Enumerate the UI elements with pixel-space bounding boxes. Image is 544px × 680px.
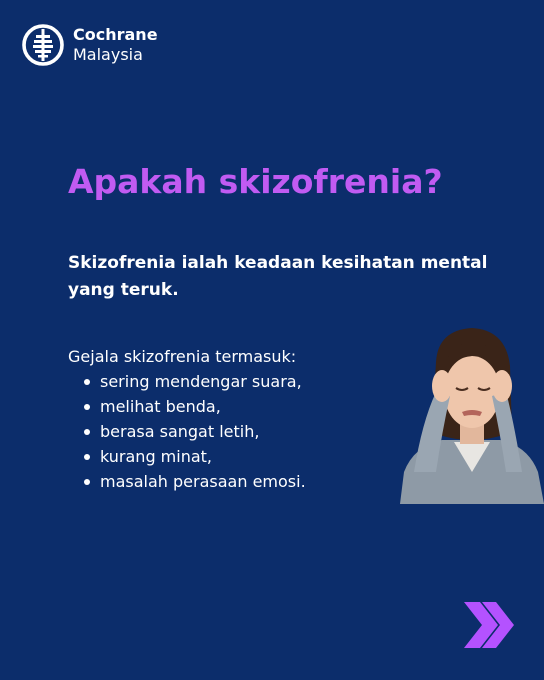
page-title: Apakah skizofrenia? xyxy=(68,162,443,201)
lead-statement: Skizofrenia ialah keadaan kesihatan mental yang teruk. xyxy=(68,253,488,300)
brand-name-line1: Cochrane xyxy=(73,25,158,44)
double-chevron-right-icon[interactable] xyxy=(462,598,516,652)
cochrane-logo-icon xyxy=(22,24,64,66)
list-item: berasa sangat letih, xyxy=(100,419,388,444)
brand xyxy=(22,24,158,66)
symptoms-intro: Gejala skizofrenia termasuk: xyxy=(68,347,297,366)
brand-name xyxy=(73,25,158,65)
list-item: kurang minat, xyxy=(100,444,388,469)
brand-name-line2: Malaysia xyxy=(73,45,143,64)
list-item: masalah perasaan emosi. xyxy=(100,469,388,494)
symptoms-section xyxy=(68,344,388,494)
list-item: melihat benda, xyxy=(100,394,388,419)
woman-covering-ears-photo xyxy=(392,322,544,504)
list-item: sering mendengar suara, xyxy=(100,369,388,394)
symptoms-list xyxy=(68,369,388,494)
